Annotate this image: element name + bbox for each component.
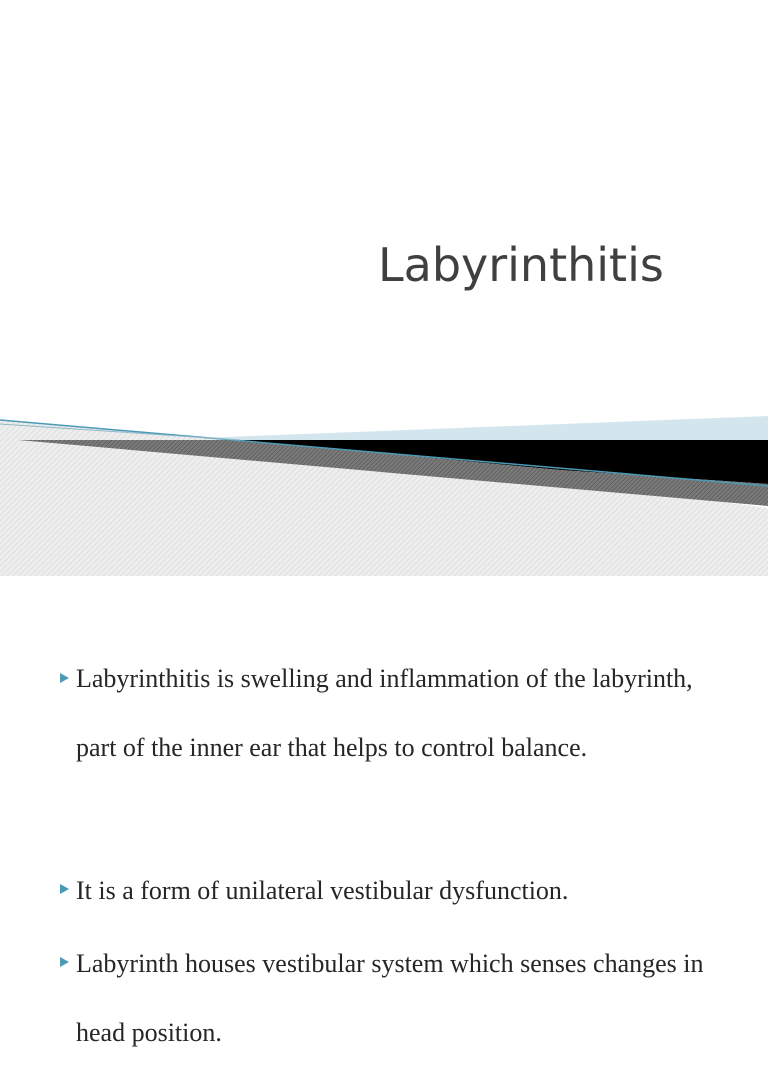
bullet-item: It is a form of unilateral vestibular dysfunction. — [76, 876, 569, 905]
triangle-bullet-icon — [58, 955, 72, 969]
bullet-list — [0, 576, 768, 1047]
bullet-item: Labyrinthitis is swelling and inflammation of the labyrinth, part of the inner ear that helps to control balance. — [76, 664, 693, 762]
triangle-bullet-icon — [58, 882, 72, 896]
triangle-bullet-icon — [58, 671, 72, 685]
slide-title: Labyrinthitis — [378, 238, 664, 292]
light-blue-wedge — [200, 416, 768, 440]
bullet-item: Labyrinth houses vestibular system which senses changes in head position. — [76, 949, 704, 1047]
